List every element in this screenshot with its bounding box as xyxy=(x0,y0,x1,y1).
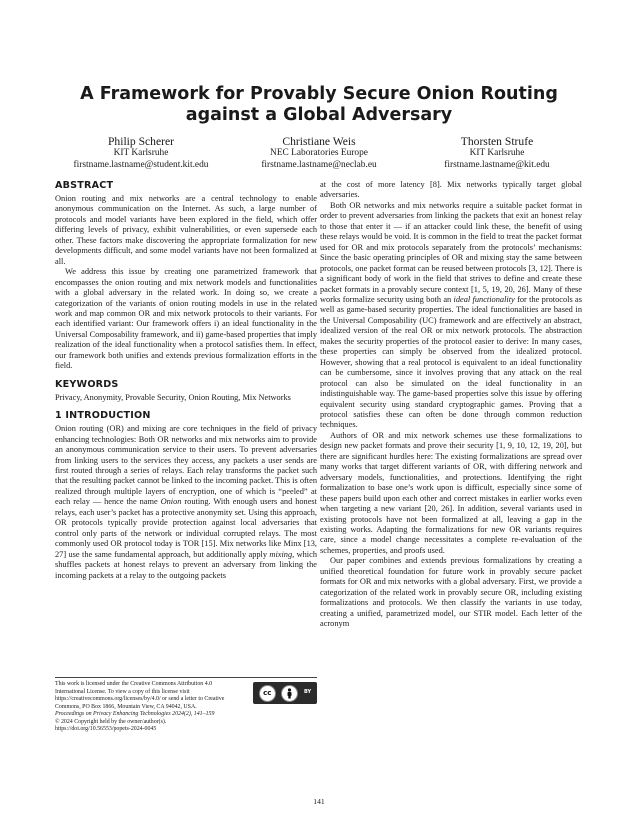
page-number: 141 xyxy=(313,797,325,806)
intro-emphasis-mixing: mixing, xyxy=(269,549,295,559)
intro-emphasis-onion: Onion xyxy=(160,497,182,507)
title-line-2: against a Global Adversary xyxy=(185,105,453,125)
author-affiliation: KIT Karlsruhe xyxy=(113,148,169,158)
abstract-paragraph-1: Onion routing and mix networks are a central technology to enable anonymous communication on the Internet. As such, a large number of protocols and model variants have been explored in the field, which offer differing levels of privacy, exhibit vulnerabilities, or even supersede each other. These factors make discovering the appropriate formalization for new developments difficult, and some model variants have not been formalized at all. xyxy=(55,194,317,266)
intro-text-2: routing. With enough users and honest relays, each user’s packet has a protective anonymity set. Using this approach, OR protocols typically provide protection against local adversaries that control only parts of the network or individual corrupted relays. The most commonly used OR protocol today is TOR [15]. Mix networks like Minx [13, 27] use the same fundamental approach, but additionally apply xyxy=(55,497,317,559)
author-2 xyxy=(230,135,408,171)
cc-icon: cc xyxy=(259,685,276,702)
author-3 xyxy=(408,135,586,171)
right-paragraph-2: Authors of OR and mix network schemes use these formalizations to design new packet formats and prove their security [1, 9, 10, 12, 19, 20], but there are significant hurdles here: The existing formalizations are spread over many works that target different variants of OR, with differing network and adversary models, functionalities, and protections. Identifying the right formalization to base one’s work upon is difficult, especially since some of these papers build upon each other and correct mistakes in earlier works even when targeting a new variant [20, 26]. In addition, several variants used in existing protocols have not been formalized at all, leaving a gap in the existing works. Adapting the formalizations for new OR variants requires care, since a model change necessitates a complete re-evaluation of the schemes, properties, and proofs used. xyxy=(320,430,582,555)
footnote-rule xyxy=(55,677,317,678)
cc-by-badge[interactable] xyxy=(253,682,317,704)
right-text-1: Both OR networks and mix networks require a suitable packet format in order to prevent adversaries from linking the packets that exit an honest relay to those that enter it — if an attacker could link these, the benefit of using these relays would be void. It is common in the field to treat the packet format used for OR and mix protocols separately from the protocols’ mechanisms: Since the basic operating principles of OR and mixing stay the same between protocols, one packet format can be reused between protocols [3, 12]. There is a significant body of work in the field that strives to define and create these packet formats in a provably secure context [1, 5, 19, 20, 26]. Many of these works formalize security using both an xyxy=(320,200,582,304)
author-name: Philip Scherer xyxy=(107,135,174,148)
intro-paragraph-1 xyxy=(55,424,317,581)
keywords-text: Privacy, Anonymity, Provable Security, Onion Routing, Mix Networks xyxy=(55,392,291,402)
author-name: Thorsten Strufe xyxy=(460,135,534,148)
proceedings-text: Proceedings on Privacy Enhancing Technologies 2024(2), 141–159 xyxy=(55,711,215,717)
keywords-heading: KEYWORDS xyxy=(55,378,119,390)
right-paragraph-0: at the cost of more latency [8]. Mix networks typically target global adversaries. xyxy=(320,180,582,200)
author-affiliation: KIT Karlsruhe xyxy=(469,148,525,158)
author-email: firstname.lastname@student.kit.edu xyxy=(73,159,209,170)
abstract-paragraph-2: We address this issue by creating one parametrized framework that encompasses the onion routing and mix network models and functionalities with a global adversary in the related work. In doing so, we create a categorization of the variants of onion routing models in use in the related work and map common OR and mix network protocols to their variants. For each identified variant: Our framework offers i) an ideal functionality in the Universal Composability framework, and ii) game-based properties that imply realization of the ideal functionality when a protocol satisfies them. In effect, our framework both unifies and extends previous formalization efforts in the field. xyxy=(55,267,317,371)
doi-link[interactable]: https://doi.org/10.56553/popets-2024-0045 xyxy=(55,726,157,732)
author-1 xyxy=(52,135,230,171)
abstract-heading: ABSTRACT xyxy=(55,180,114,191)
paper-title xyxy=(40,84,598,126)
intro-text-1: Onion routing (OR) and mixing are core techniques in the field of privacy enhancing technologies: Both OR networks and mix networks aim to provide an anonymous communication service to their users. To prevent adversaries from linking users to the services they access, any packets a user sends are first routed through a series of relays. Each relay transforms the packet such that the resulting packet cannot be linked to the incoming packet. This is often realized through multiple layers of encryption, one of which is “peeled” at each relay — hence the name xyxy=(55,424,317,507)
right-paragraph-3: Our paper combines and extends previous formalizations by creating a unified theoretical foundation for future work in provably secure packet formats for OR and mix networks with a global adversary. First, we provide a categorization of the related work in provably secure OR, including existing formalizations and protocols. We then classify the variants in use today, creating a unified, parametrized model, our STIR model. Each letter of the acronym xyxy=(320,556,582,629)
author-affiliation: NEC Laboratories Europe xyxy=(270,148,368,158)
intro-text-3: which shuffles packets at honest relays to prevent an adversary from linking the incoming packets at a relay to the outgoing packets xyxy=(55,549,317,580)
author-email: firstname.lastname@kit.edu xyxy=(444,159,550,170)
introduction-heading: 1 INTRODUCTION xyxy=(55,410,151,422)
right-paragraph-1 xyxy=(320,201,582,431)
author-block xyxy=(52,135,586,171)
license-footnote xyxy=(55,681,317,734)
right-column xyxy=(320,180,582,629)
by-label: BY xyxy=(304,689,312,696)
license-text: This work is licensed under the Creative Commons Attribution 4.0 International License. To view a copy of this license visit https://creativecommons.org/licenses/by/4.0/ or send a letter to Creative Commons, PO Box 1866, Mountain View, CA 94042, USA. xyxy=(55,681,225,710)
right-emphasis-ideal-functionality: ideal functionality xyxy=(453,294,515,304)
left-column xyxy=(55,180,317,581)
proceedings-line xyxy=(55,711,317,719)
copyright-line: © 2024 Copyright held by the owner/author(s). xyxy=(55,718,167,725)
right-text-2: for the protocols as well as game-based security properties. The ideal functionalities are based in the Universal Composability (UC) framework and are effectively an abstract, idealized version of the real OR or mix network protocols. The abstraction makes the security properties of the protocol easier to derive: In many cases, these properties can simply be observed from the idealized protocol. However, showing that a real protocol is equivalent to an ideal functionality can be cumbersome, since it involves proving that any attack on the real protocol can also be simulated on the ideal functionality in an indistinguishable way. The game-based properties solve this issue by offering equivalent security using standard cryptographic games. Proving that a protocol satisfies these can often be done through common reduction techniques. xyxy=(320,294,582,430)
author-name: Christiane Weis xyxy=(282,135,356,148)
title-line-1: A Framework for Provably Secure Onion Routing xyxy=(80,84,558,104)
person-icon xyxy=(281,685,298,702)
author-email: firstname.lastname@neclab.eu xyxy=(261,159,377,170)
